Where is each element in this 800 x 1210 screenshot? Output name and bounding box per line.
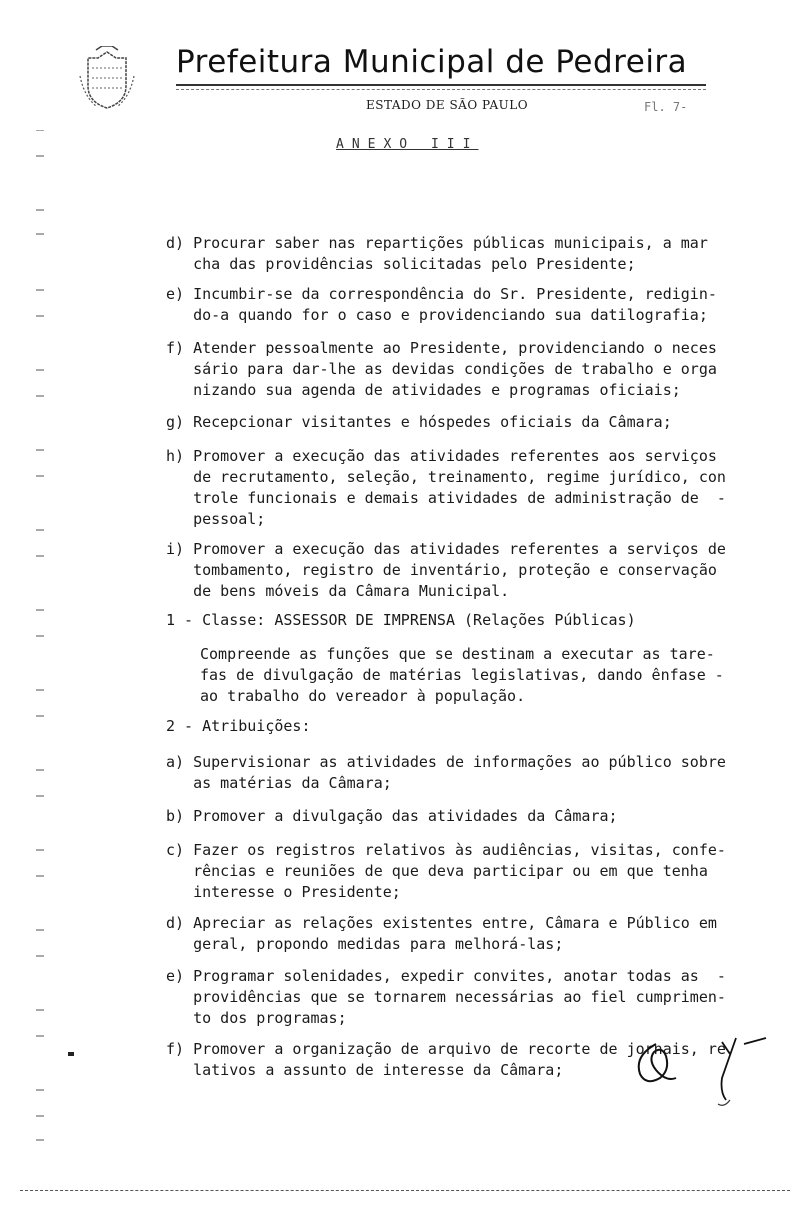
- footer-rule: [20, 1190, 790, 1191]
- list-item: g) Recepcionar visitantes e hóspedes oficiais da Câmara;: [166, 413, 672, 431]
- municipal-coat-of-arms-icon: [76, 46, 138, 112]
- signature-icon: [626, 1034, 776, 1114]
- list-item: a) Supervisionar as atividades de informações ao público sobre as matérias da Câmara;: [166, 753, 726, 792]
- annex-heading: ANEXO III: [336, 137, 479, 152]
- class-description: Compreende as funções que se destinam a executar as tare- fas de divulgação de matérias legislativas, dando ênfase - ao trabalho do vereador à população.: [200, 645, 724, 705]
- list-item: d) Apreciar as relações existentes entre, Câmara e Público em geral, propondo medidas para melhorá-las;: [166, 914, 717, 953]
- page-title: Prefeitura Municipal de Pedreira: [176, 44, 688, 80]
- state-label: ESTADO DE SÃO PAULO: [366, 98, 529, 112]
- list-item: e) Programar solenidades, expedir convites, anotar todas as - providências que se tornarem necessárias ao fiel cumprimen- to dos programas;: [166, 967, 726, 1027]
- header-rule-secondary: [176, 89, 706, 90]
- list-item: h) Promover a execução das atividades referentes aos serviços de recrutamento, seleção, treinamento, regime jurídico, con trole funcionais e demais atividades de administração de - pessoal;: [166, 447, 726, 528]
- margin-dot: [68, 1052, 74, 1056]
- list-item: c) Fazer os registros relativos às audiências, visitas, confe- rências e reuniões de que deva participar ou em que tenha interesse o Presidente;: [166, 841, 726, 901]
- list-item: b) Promover a divulgação das atividades da Câmara;: [166, 807, 618, 825]
- class-heading: 1 - Classe: ASSESSOR DE IMPRENSA (Relações Públicas): [166, 611, 636, 629]
- list-item: f) Atender pessoalmente ao Presidente, providenciando o neces sário para dar-lhe as devidas condições de trabalho e orga nizando sua agenda de atividades e programas oficiais;: [166, 339, 717, 399]
- header-rule: [176, 84, 706, 86]
- section-heading: 2 - Atribuições:: [166, 717, 311, 735]
- list-item: d) Procurar saber nas repartições públicas municipais, a mar cha das providências solicitadas pelo Presidente;: [166, 234, 708, 273]
- list-item: i) Promover a execução das atividades referentes a serviços de tombamento, registro de inventário, proteção e conservação de bens móveis da Câmara Municipal.: [166, 540, 726, 600]
- list-item: e) Incumbir-se da correspondência do Sr. Presidente, redigin- do-a quando for o caso e providenciando sua datilografia;: [166, 285, 717, 324]
- folio-number: Fl. 7-: [644, 100, 688, 114]
- list-item: f) Promover a organização de arquivo de recorte de jornais, re lativos a assunto de interesse da Câmara;: [166, 1040, 726, 1079]
- margin-marks: [36, 130, 56, 1160]
